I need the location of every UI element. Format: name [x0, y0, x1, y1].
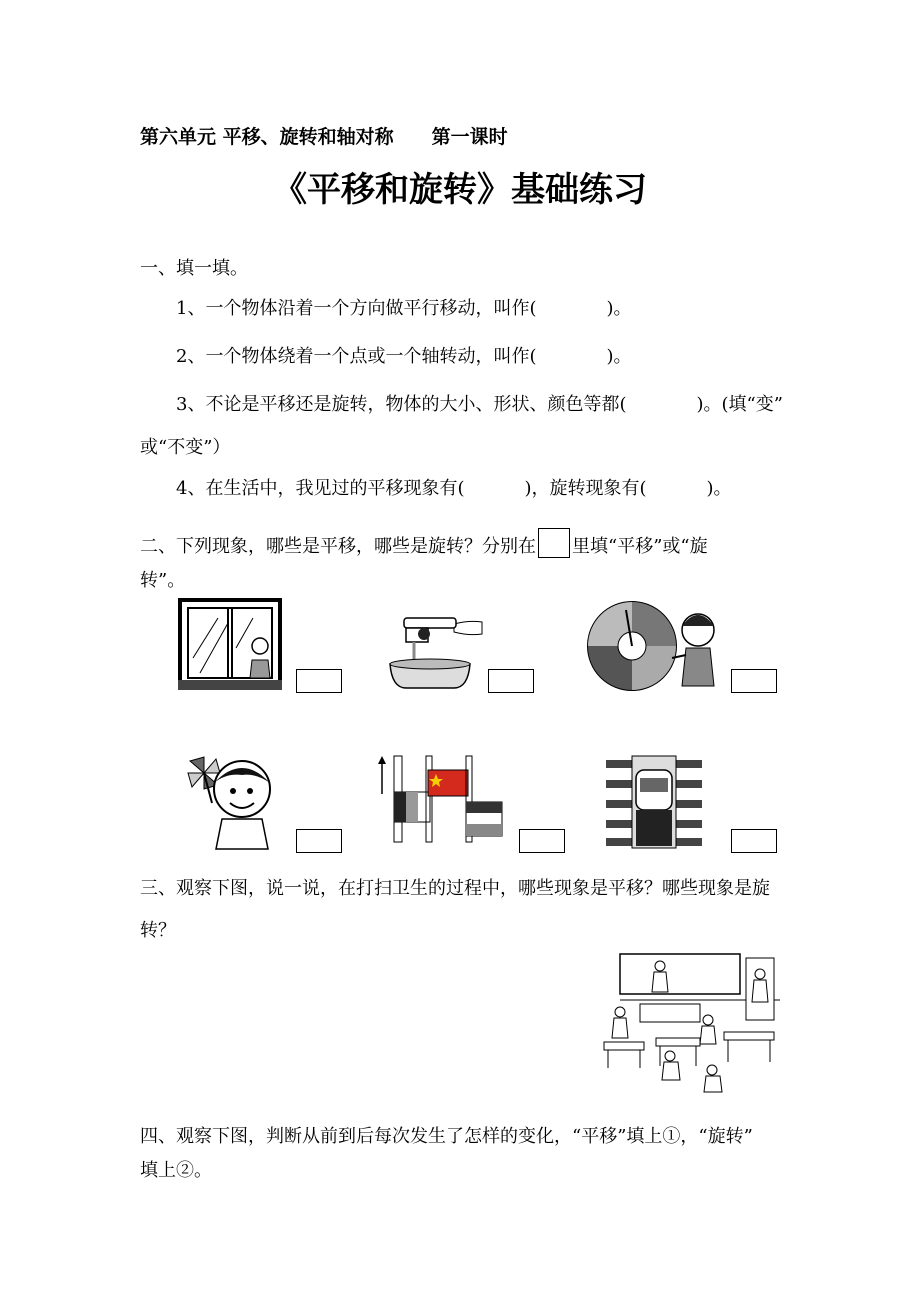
spinning-wheel-picture [588, 600, 728, 695]
question-1: 1、一个物体沿着一个方向做平行移动，叫作( )。 [176, 298, 632, 319]
answer-box-elevator[interactable] [731, 829, 777, 853]
elevator-picture [606, 756, 706, 850]
question-2: 2、一个物体绕着一个点或一个轴转动，叫作( )。 [176, 346, 632, 367]
flag-rising-picture [378, 754, 503, 844]
lesson-label: 第一课时 [431, 126, 508, 148]
answer-box-wheel[interactable] [731, 669, 777, 693]
sliding-window-picture [178, 598, 283, 693]
section1-heading: 一、填一填。 [140, 258, 248, 279]
section3-line2: 转？ [140, 920, 176, 941]
answer-box-tap[interactable] [488, 669, 534, 693]
section4-line1: 四、观察下图，判断从前到后每次发生了怎样的变化，“平移”填上①，“旋转” [140, 1126, 753, 1147]
water-tap-picture [384, 604, 484, 692]
section3-line1: 三、观察下图，说一说，在打扫卫生的过程中，哪些现象是平移？哪些现象是旋 [140, 878, 770, 899]
section2-heading: 二、下列现象，哪些是平移，哪些是旋转？分别在 里填“平移”或“旋 [140, 528, 708, 558]
answer-box-window[interactable] [296, 669, 342, 693]
pinwheel-boy-picture [186, 753, 286, 853]
answer-box-pinwheel[interactable] [296, 829, 342, 853]
sample-square-icon [538, 528, 570, 558]
section2-line2: 转”。 [140, 570, 186, 591]
answer-box-flag[interactable] [519, 829, 565, 853]
question-4: 4、在生活中，我见过的平移现象有( )，旋转现象有( )。 [176, 478, 732, 499]
section4-line2: 填上②。 [140, 1160, 212, 1181]
unit-label: 第六单元 平移、旋转和轴对称 [140, 126, 394, 148]
page-title: 《平移和旋转》基础练习 [273, 170, 647, 210]
classroom-cleaning-picture [600, 952, 780, 1094]
unit-title [140, 122, 508, 149]
question-3-line2: 或“不变”） [140, 437, 231, 458]
question-3: 3、不论是平移还是旋转，物体的大小、形状、颜色等都( )。(填“变” [176, 394, 783, 415]
